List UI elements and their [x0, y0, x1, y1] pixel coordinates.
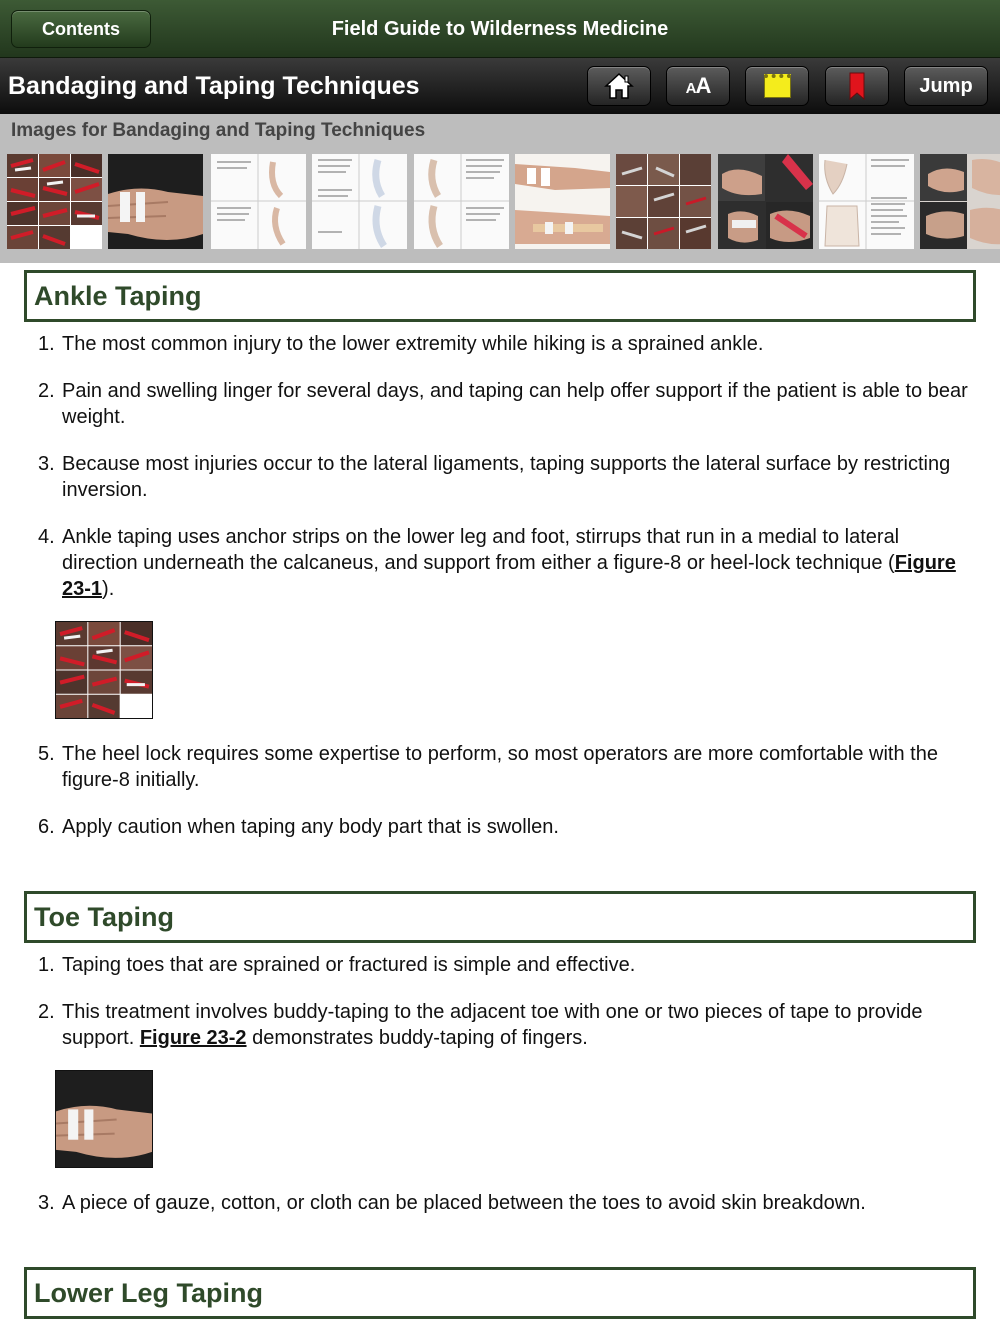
- bookmark-icon: [849, 72, 865, 100]
- item-number: 6.: [38, 816, 55, 838]
- list-item: [38, 741, 968, 793]
- home-icon: [604, 72, 634, 100]
- bookmark-button[interactable]: [825, 66, 889, 106]
- list-item: [38, 331, 968, 357]
- item-text: The heel lock requires some expertise to perform, so most operators are more comfortable with the figure-8 initially.: [62, 743, 938, 791]
- figure-23-1-thumbnail[interactable]: [55, 621, 153, 719]
- chapter-content: [0, 263, 1000, 1334]
- item-number: 5.: [38, 743, 55, 765]
- images-label: Images for Bandaging and Taping Techniques: [11, 120, 426, 141]
- app-title: Field Guide to Wilderness Medicine: [331, 17, 669, 40]
- thumbnail-ankle-taping[interactable]: [7, 154, 102, 249]
- list-item: [38, 952, 968, 978]
- thumbnail-diagram-3[interactable]: [414, 154, 509, 249]
- item-text: A piece of gauze, cotton, or cloth can be placed between the toes to avoid skin breakdown.: [62, 1192, 866, 1214]
- thumbnail-diagram-4[interactable]: [819, 154, 914, 249]
- item-text: Pain and swelling linger for several days, and taping can help offer support if the patient is able to bear weight.: [62, 380, 968, 428]
- font-size-button[interactable]: [666, 66, 730, 106]
- note-button[interactable]: [745, 66, 809, 106]
- thumbnail-wrist-taping[interactable]: [616, 154, 711, 249]
- item-number: 3.: [38, 1192, 55, 1214]
- figure-23-1-link[interactable]: Figure 23-1: [62, 552, 956, 600]
- section-heading-lower-leg-taping: Lower Leg Taping: [24, 1267, 976, 1319]
- section-heading-ankle-taping: Ankle Taping: [24, 270, 976, 322]
- thumbnail-diagram-1[interactable]: [211, 154, 306, 249]
- item-number: 1.: [38, 333, 55, 355]
- thumbnail-finger-splint[interactable]: [515, 154, 610, 249]
- jump-button[interactable]: Jump: [904, 66, 988, 106]
- note-icon: [764, 74, 791, 98]
- list-item: [38, 814, 968, 840]
- item-text: Because most injuries occur to the lateral ligaments, taping supports the lateral surface by restricting inversion.: [62, 453, 951, 501]
- figure-23-2-link[interactable]: Figure 23-2: [139, 1027, 247, 1049]
- item-text: This treatment involves buddy-taping to the adjacent toe with one or two pieces of tape to provide support. Figure 23-2 demonstrates buddy-taping of fingers.: [62, 1001, 923, 1049]
- item-number: 2.: [38, 1001, 55, 1023]
- font-size-icon: AA: [685, 73, 711, 98]
- list-item: [38, 999, 968, 1051]
- images-panel: [0, 114, 1000, 263]
- home-button[interactable]: [587, 66, 651, 106]
- list-item: [38, 451, 968, 503]
- item-text: Taping toes that are sprained or fractured is simple and effective.: [62, 954, 636, 976]
- item-number: 4.: [38, 526, 55, 548]
- top-nav-bar: [0, 0, 1000, 58]
- chapter-title: Bandaging and Taping Techniques: [8, 71, 420, 100]
- item-text: Ankle taping uses anchor strips on the lower leg and foot, stirrups that run in a medial to lateral direction underneath the calcaneus, and support from either a figure-8 or heel-lock technique (Figure 23-1).: [62, 526, 956, 600]
- item-text: Apply caution when taping any body part that is swollen.: [62, 816, 559, 838]
- figure-23-2-thumbnail[interactable]: [55, 1070, 153, 1168]
- item-number: 2.: [38, 380, 55, 402]
- contents-button[interactable]: Contents: [11, 10, 151, 48]
- thumbnail-strip[interactable]: [7, 154, 1000, 250]
- thumbnail-buddy-taping[interactable]: [108, 154, 203, 249]
- list-item: [38, 378, 968, 430]
- thumbnail-diagram-2[interactable]: [312, 154, 407, 249]
- chapter-toolbar: [0, 58, 1000, 114]
- list-item: [38, 524, 968, 602]
- section-heading-toe-taping: Toe Taping: [24, 891, 976, 943]
- item-number: 1.: [38, 954, 55, 976]
- thumbnail-hand-photos[interactable]: [920, 154, 1000, 249]
- list-item: [38, 1190, 968, 1216]
- thumbnail-red-tape-hand[interactable]: [718, 154, 813, 249]
- item-text: The most common injury to the lower extremity while hiking is a sprained ankle.: [62, 333, 764, 355]
- item-number: 3.: [38, 453, 55, 475]
